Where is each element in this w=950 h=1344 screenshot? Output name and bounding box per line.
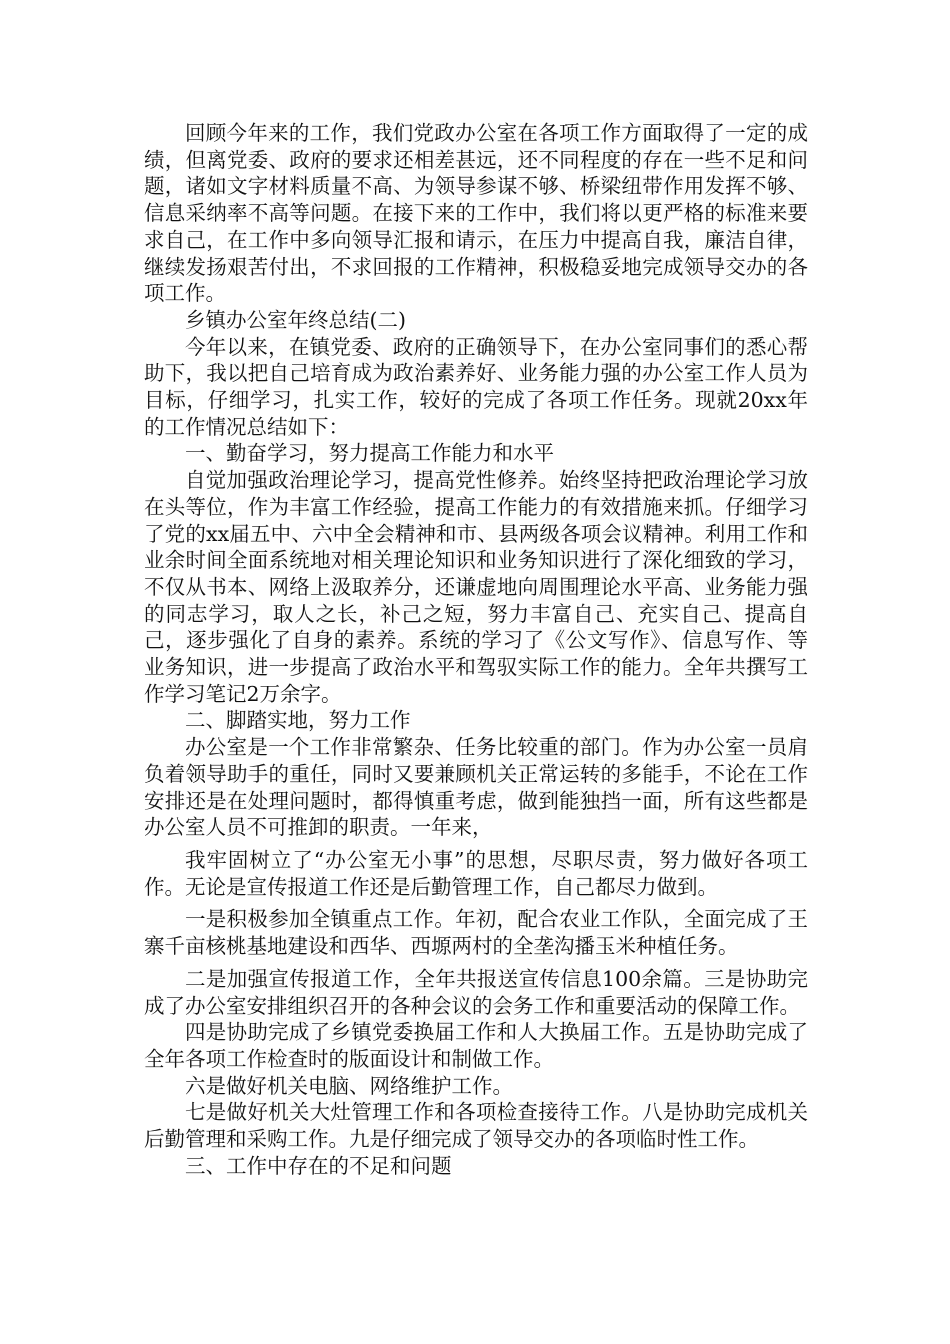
paragraph-duty: 我牢固树立了“办公室无小事”的思想，尽职尽责，努力做好各项工作。无论是宣传报道工作还是后勤管理工作，自己都尽力做到。 bbox=[144, 847, 808, 899]
paragraph-study: 自觉加强政治理论学习，提高党性修养。始终坚持把政治理论学习放在头等位，作为丰富工作经验，提高工作能力的有效措施来抓。仔细学习了党的xx届五中、六中全会精神和市、县两级各项会议精神。利用工作和业余时间全面系统地对相关理论知识和业务知识进行了深化细致的学习，不仅从书本、网络上汲取养分，还谦虚地向周围理论水平高、业务能力强的同志学习，取人之长，补己之短，努力丰富自己、充实自己、提高自己，逐步强化了自身的素养。系统的学习了《公文写作》、信息写作、等业务知识，进一步提高了政治水平和驾驭实际工作的能力。全年共撰写工作学习笔记2万余字。 bbox=[144, 468, 808, 706]
paragraph-item-1: 一是积极参加全镇重点工作。年初，配合农业工作队，全面完成了王寨千亩核桃基地建设和西华、西塬两村的全垄沟播玉米种植任务。 bbox=[144, 907, 808, 959]
section-heading-1: 一、勤奋学习，努力提高工作能力和水平 bbox=[185, 441, 554, 466]
section-heading-3: 三、工作中存在的不足和问题 bbox=[185, 1153, 452, 1178]
paragraph-item-4-5: 四是协助完成了乡镇党委换届工作和人大换届工作。五是协助完成了全年各项工作检查时的版面设计和制做工作。 bbox=[144, 1020, 808, 1071]
document-page bbox=[144, 120, 808, 1179]
paragraph-review: 回顾今年来的工作，我们党政办公室在各项工作方面取得了一定的成绩，但离党委、政府的要求还相差甚远，还不同程度的存在一些不足和问题，诸如文字材料质量不高、为领导参谋不够、桥梁纽带作用发挥不够、信息采纳率不高等问题。在接下来的工作中，我们将以更严格的标准来要求自己，在工作中多向领导汇报和请示，在压力中提高自我，廉洁自律，继续发扬艰苦付出，不求回报的工作精神，积极稳妥地完成领导交办的各项工作。 bbox=[144, 121, 808, 306]
paragraph-item-2-3: 二是加强宣传报道工作，全年共报送宣传信息100余篇。三是协助完成了办公室安排组织召开的各种会议的会务工作和重要活动的保障工作。 bbox=[144, 966, 808, 1018]
paragraph-item-7-9: 七是做好机关大灶管理工作和各项检查接待工作。八是协助完成机关后勤管理和采购工作。九是仔细完成了领导交办的各项临时性工作。 bbox=[144, 1100, 808, 1152]
paragraph-item-6: 六是做好机关电脑、网络维护工作。 bbox=[185, 1073, 513, 1098]
paragraph-office-role: 办公室是一个工作非常繁杂、任务比较重的部门。作为办公室一员肩负着领导助手的重任，同时又要兼顾机关正常运转的多能手，不论在工作安排还是在处理问题时，都得慎重考虑，做到能独挡一面，所有这些都是办公室人员不可推卸的职责。一年来， bbox=[144, 735, 808, 840]
section-heading-2: 二、脚踏实地，努力工作 bbox=[185, 708, 411, 733]
document-title: 乡镇办公室年终总结(二) bbox=[185, 307, 406, 332]
paragraph-intro: 今年以来，在镇党委、政府的正确领导下，在办公室同事们的悉心帮助下，我以把自己培育成为政治素养好、业务能力强的办公室工作人员为目标，仔细学习，扎实工作，较好的完成了各项工作任务。现就20xx年的工作情况总结如下： bbox=[144, 334, 808, 439]
